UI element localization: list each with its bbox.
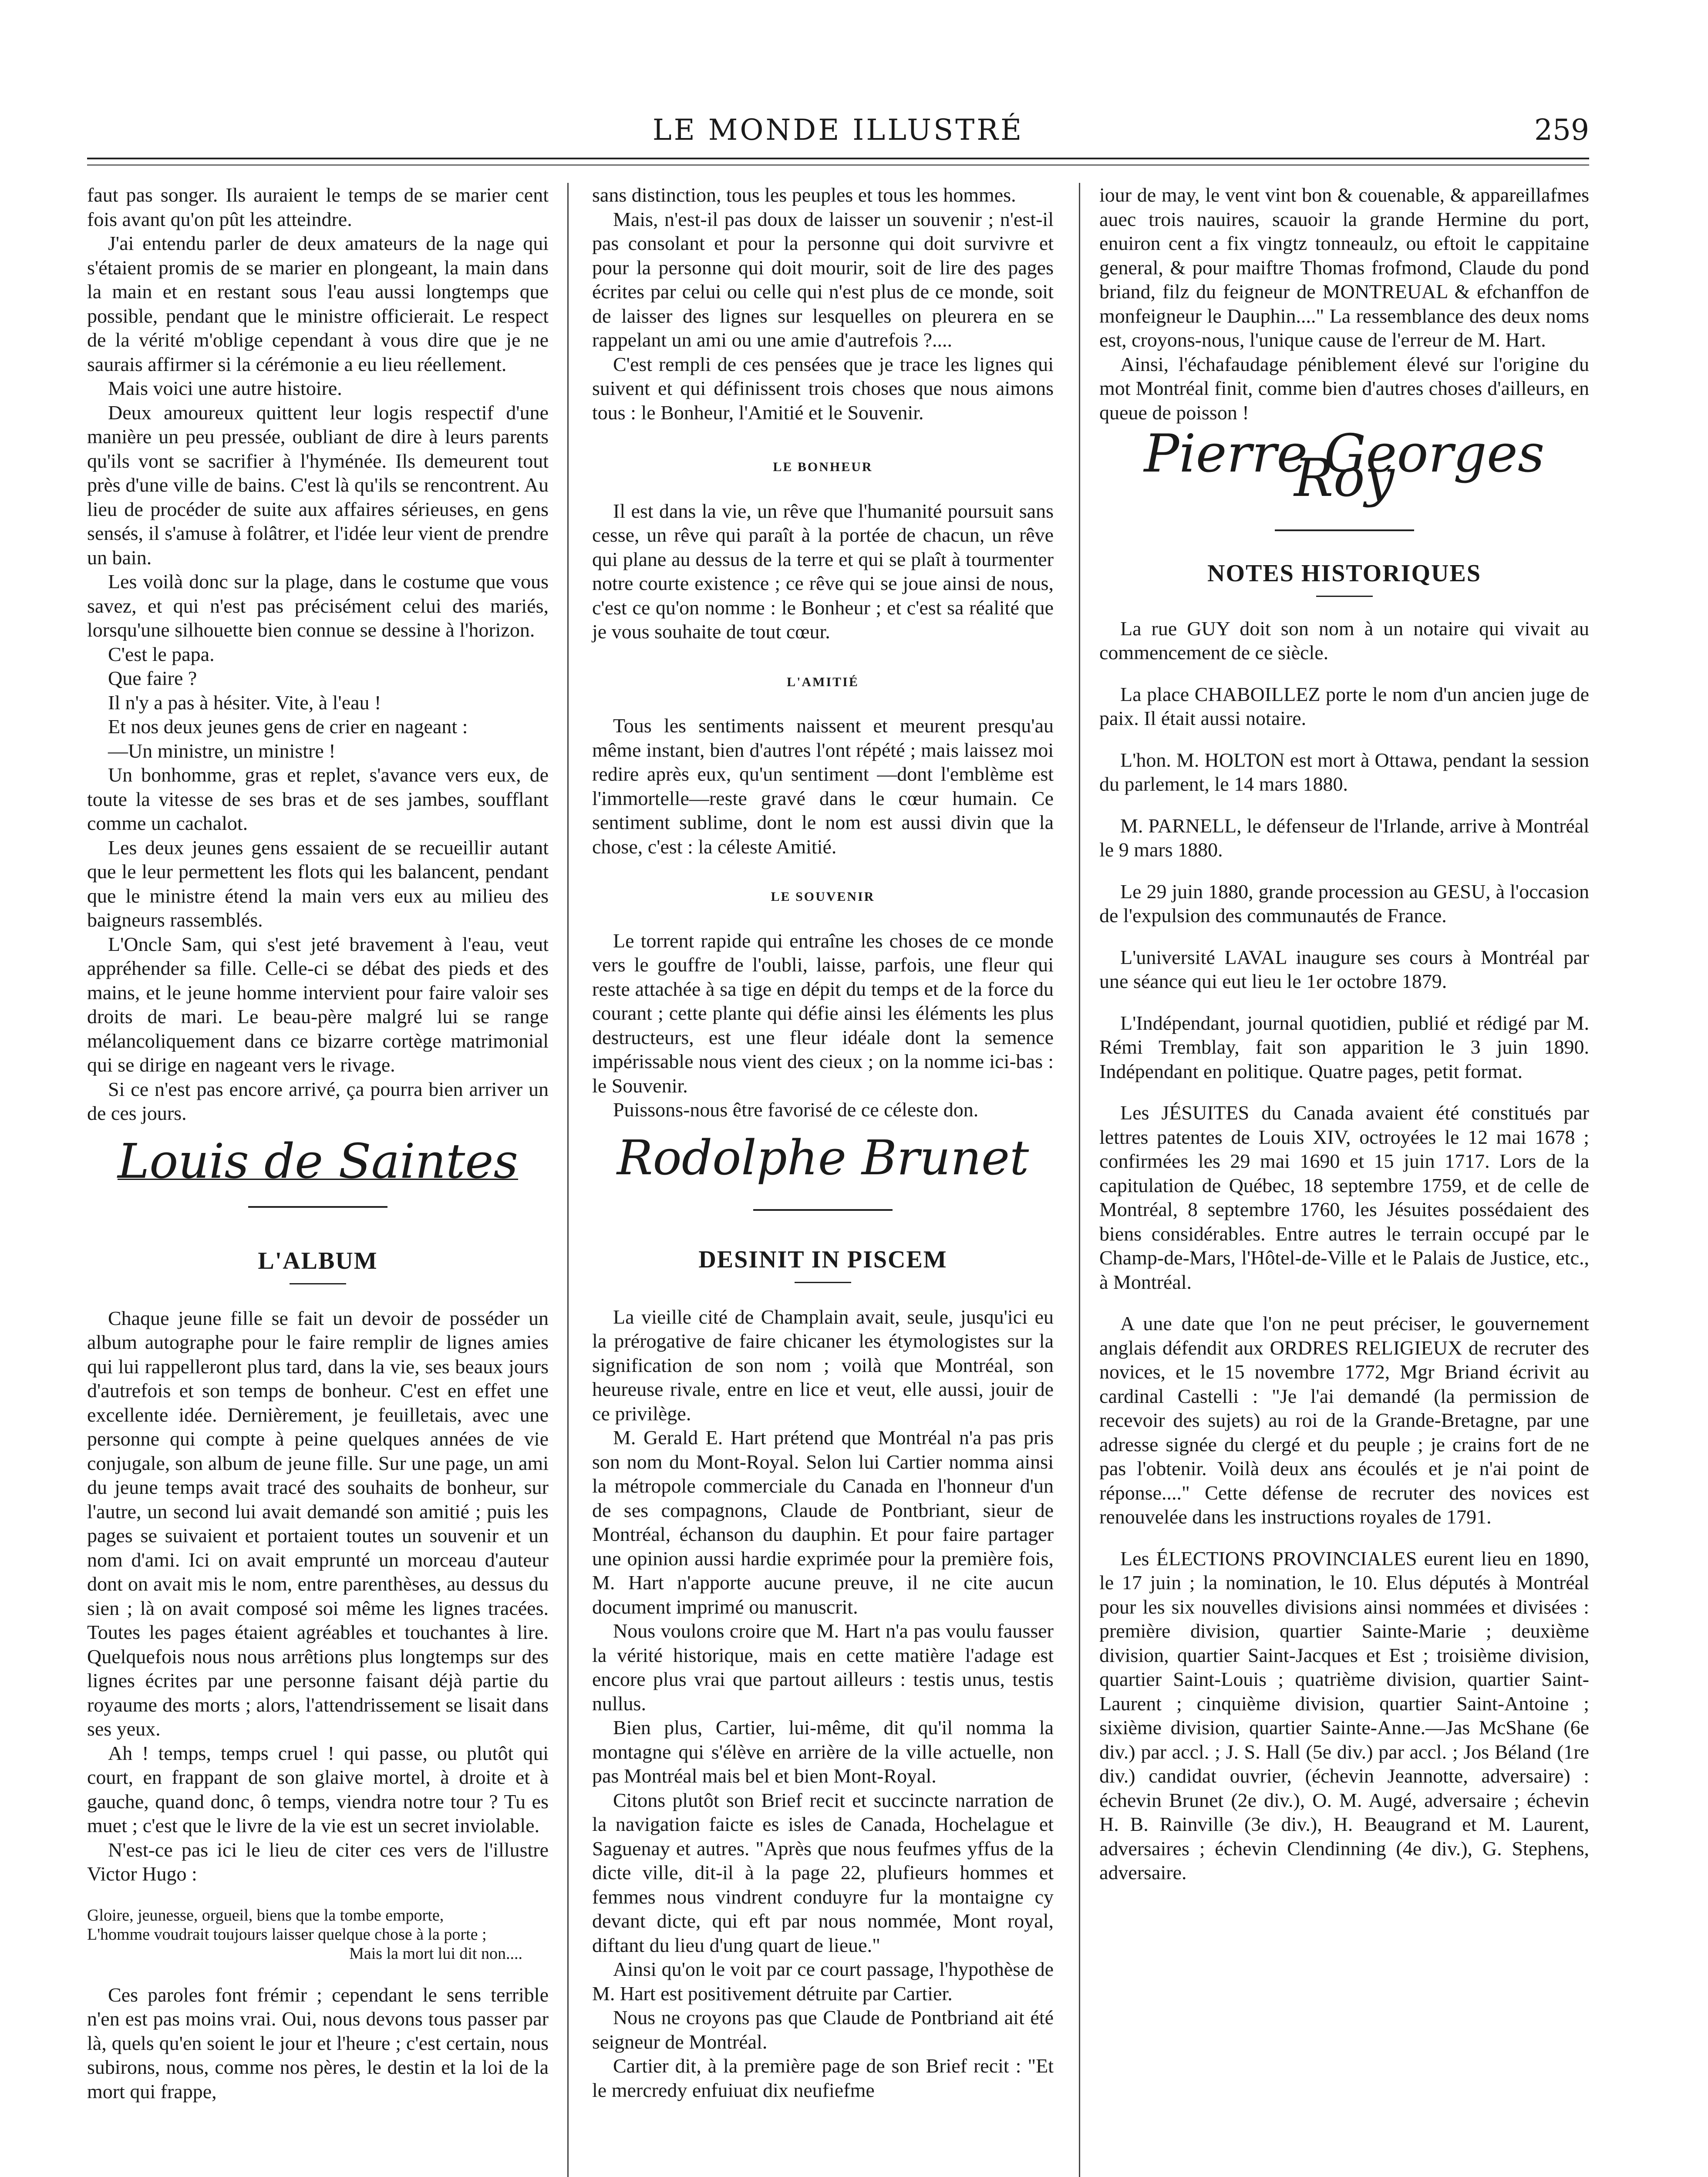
- column-divider-2: [1079, 183, 1080, 2177]
- note-paragraph: La rue GUY doit son nom à un notaire qui vivait au commencement de ce siècle.: [1099, 617, 1589, 664]
- note-paragraph: La place CHABOILLEZ porte le nom d'un ancien juge de paix. Il était aussi notaire.: [1099, 683, 1589, 729]
- notes-historiques-title: NOTES HISTORIQUES: [1207, 560, 1481, 587]
- paragraph: Bien plus, Cartier, lui-même, dit qu'il nomma la montagne qui s'élève en arrière de la ville actuelle, non pas Montréal mais bel et bien Mont-Royal.: [592, 1716, 1054, 1787]
- paragraph: C'est le papa.: [108, 643, 215, 665]
- paragraph: M. Gerald E. Hart prétend que Montréal n'a pas pris son nom du Mont-Royal. Selon lui Cartier nomma ainsi la métropole commerciale du Canada en l'honneur d'un de ses compagnons, Claude de Pontbriant, sieur de Montréal, échanson du dauphin. Et pour faire partager une opinion aussi hardie exprimée pour la première fois, M. Hart n'apporte aucune preuve, il ne cite aucun document imprimé ou manuscrit.: [592, 1426, 1054, 1618]
- column-2: [592, 183, 1054, 2102]
- note-paragraph: A une date que l'on ne peut préciser, le gouvernement anglais défendit aux ORDRES RELIGIEUX de recruter des novices, et le 15 novembre 1772, Mgr Briand écrivit au cardinal Castelli : "Je l'ai demandé (la permission de recevoir des sujets) au roi de la Grande-Bretagne, par une adresse signée du clergé et du peuple ; je crains fort de ne pas l'obtenir. Voilà deux ans écoulés et je n'ai point de réponse...." Cette défense de recruter des novices est renouvelée dans les instructions royales de 1791.: [1099, 1312, 1589, 1528]
- column-1: [87, 183, 549, 2103]
- column-divider-1: [567, 183, 569, 2177]
- paragraph: faut pas songer. Ils auraient le temps de se marier cent fois avant qu'on pût les atteindre.: [87, 184, 549, 230]
- paragraph: J'ai entendu parler de deux amateurs de la nage qui s'étaient promis de se marier en plongeant, la main dans la main et en restant sous l'eau aussi longtemps que possible, pendant que le ministre officierait. Le respect de la vérité m'oblige cependant à vous dire que je ne saurais affirmer si la cérémonie a eu lieu réellement.: [87, 232, 549, 375]
- paragraph: sans distinction, tous les peuples et tous les hommes.: [592, 184, 1016, 206]
- note-paragraph: L'hon. M. HOLTON est mort à Ottawa, pendant la session du parlement, le 14 mars 1880.: [1099, 748, 1589, 795]
- note-paragraph: Les ÉLECTIONS PROVINCIALES eurent lieu en 1890, le 17 juin ; la nomination, le 10. Elus députés à Montréal pour les six nouvelles divisions ainsi nommées et divisées : première division, quartier Sainte-Marie ; deuxième division, quartier Saint-Jacques et Est ; troisième division, quartier Saint-Louis ; quatrième division, quartier Saint-Laurent ; cinquième division, quartier Saint-Antoine ; sixième division, quartier Sainte-Anne.—Jas McShane (6e div.) par accl. ; J. S. Hall (5e div.) par accl. ; Jos Béland (1re div.) candidat ouvrier, (échevin Jeannotte, adversaire) : échevin Brunet (2e div.), O. M. Augé, adversaire ; échevin H. B. Rainville (3e div.), H. Beaugrand et M. Laurent, adversaires ; échevin Clendinning (4e div.), G. Stephens, adversaire.: [1099, 1547, 1589, 1884]
- paragraph: C'est rempli de ces pensées que je trace les lignes qui suivent et qui définissent trois choses que nous aimons tous : le Bonheur, l'Amitié et le Souvenir.: [592, 353, 1054, 424]
- header-rule-top: [87, 158, 1589, 159]
- paragraph: Le torrent rapide qui entraîne les choses de ce monde vers le gouffre de l'oubli, laisse, parfois, une fleur qui reste attachée à sa tige en dépit du temps et de la force du courant ; cette plante qui défie ainsi les éléments les plus destructeurs, est une fleur idéale dont la semence impérissable nous vient des cieux ; on la nomme ici-bas : le Souvenir.: [592, 929, 1054, 1097]
- verse-line: Mais la mort lui dit non....: [349, 1944, 522, 1963]
- paragraph: Mais, n'est-il pas doux de laisser un souvenir ; n'est-il pas consolant et pour la personne qui doit survivre et pour la personne qui doit mourir, soit de lire des pages écrites par celui ou celle qui n'est plus de ce monde, soit de laisser des lignes sur lesquelles on pleurera en se rappelant un ami ou une amie d'autrefois ?....: [592, 208, 1054, 351]
- paragraph: Si ce n'est pas encore arrivé, ça pourra bien arriver un de ces jours.: [87, 1078, 549, 1124]
- paragraph: Mais voici une autre histoire.: [108, 377, 342, 399]
- paragraph: L'Oncle Sam, qui s'est jeté bravement à l'eau, veut appréhender sa fille. Celle-ci se débat des pieds et des mains, et le jeune homme intervient pour faire valoir ses droits de mari. Le beau-père malgré lui se range mélancoliquement dans ce bizarre cortège matrimonial qui se dirige en nageant vers le rivage.: [87, 933, 549, 1076]
- note-paragraph: Le 29 juin 1880, grande procession au GESU, à l'occasion de l'expulsion des communautés de France.: [1099, 880, 1589, 927]
- paragraph: Cartier dit, à la première page de son Brief recit : "Et le mercredy enfuiuat dix neufiefme: [592, 2055, 1054, 2101]
- signature-pierre-georges-roy: Pierre Georges Roy: [1144, 424, 1545, 509]
- paragraph: Un bonhomme, gras et replet, s'avance vers eux, de toute la vitesse de ses bras et de ses jambes, soufflant comme un cachalot.: [87, 764, 549, 834]
- paragraph: N'est-ce pas ici le lieu de citer ces vers de l'illustre Victor Hugo :: [87, 1838, 549, 1885]
- masthead-title: LE MONDE ILLUSTRÉ: [652, 113, 1024, 147]
- paragraph: Que faire ?: [108, 667, 197, 689]
- desinit-title: DESINIT IN PISCEM: [698, 1246, 947, 1273]
- album-title: L'ALBUM: [258, 1247, 378, 1274]
- verse-line: L'homme voudrait toujours laisser quelque chose à la porte ;: [87, 1925, 487, 1944]
- note-paragraph: Les JÉSUITES du Canada avaient été constitués par lettres patentes de Louis XIV, octroyées le 12 mai 1678 ; confirmées les 29 mai 1690 et 15 juin 1717. Lors de la capitulation de Québec, 18 septembre 1759, et de celle de Montréal, 8 septembre 1760, les Jésuites possédaient des biens considérables. Entre autres le terrain occupé par le Champ-de-Mars, l'Hôtel-de-Ville et le Palais de Justice, etc., à Montréal.: [1099, 1102, 1589, 1293]
- paragraph: Citons plutôt son Brief recit et succincte narration de la navigation faicte es isles de Canada, Hochelague et Saguenay et autres. "Après que nous feufmes yffus de la dicte ville, dit-il à la page 22, plufieurs hommes et femmes nous vindrent conduyre fur la montaigne cy devant dicte, qui eft par nous nommée, Mont royal, diftant du lieu d'ung quart de lieue.": [592, 1789, 1054, 1956]
- page-number: 259: [1534, 113, 1589, 147]
- paragraph: Puissons-nous être favorisé de ce céleste don.: [613, 1099, 979, 1121]
- paragraph: Les deux jeunes gens essaient de se recueillir autant que le leur permettent les flots qui les balancent, pendant que le ministre étend la main vers eux au milieu des baigneurs rassemblés.: [87, 836, 549, 931]
- paragraph: Ces paroles font frémir ; cependant le sens terrible n'en est pas moins vrai. Oui, nous devons tous passer par là, quels qu'en soient le jour et l'heure ; c'est certain, nous subirons, nous, comme nos pères, le destin et la loi de la mort qui frappe,: [87, 1983, 549, 2103]
- paragraph: Ah ! temps, temps cruel ! qui passe, ou plutôt qui court, en frappant de son glaive mortel, à droite et à gauche, quand donc, ô temps, viendra notre tour ? Tu es muet ; c'est que le livre de la vie est un secret inviolable.: [87, 1742, 549, 1837]
- paragraph: Les voilà donc sur la plage, dans le costume que vous savez, et qui n'est pas précisément celui des mariés, lorsqu'une silhouette bien connue se dessine à l'horizon.: [87, 570, 549, 641]
- page-header: [87, 113, 1589, 152]
- paragraph: Ainsi qu'on le voit par ce court passage, l'hypothèse de M. Hart est positivement détruite par Cartier.: [592, 1958, 1054, 2005]
- subhead-amitie: L'AMITIÉ: [787, 674, 859, 689]
- paragraph: Ainsi, l'échafaudage péniblement élevé sur l'origine du mot Montréal finit, comme bien d'autres choses d'ailleurs, en queue de poisson !: [1099, 353, 1589, 424]
- subhead-bonheur: LE BONHEUR: [773, 460, 873, 474]
- note-paragraph: L'Indépendant, journal quotidien, publié et rédigé par M. Rémi Tremblay, fait son apparition le 3 juin 1890. Indépendant en politique. Quatre pages, petit format.: [1099, 1011, 1589, 1082]
- verse-quote: [87, 1906, 549, 1963]
- paragraph: —Un ministre, un ministre !: [108, 739, 336, 762]
- paragraph: Et nos deux jeunes gens de crier en nageant :: [108, 715, 468, 738]
- paragraph: Deux amoureux quittent leur logis respectif d'une manière un peu pressée, oubliant de dire à leurs parents qu'ils vont se sacrifier à l'hyménée. Ils demeurent tout près d'une ville de bains. C'est là qu'ils se rencontrent. Au lieu de procéder de suite aux affaires sérieuses, en gens sensés, il s'amuse à folâtrer, et l'idée leur vient de prendre un bain.: [87, 401, 549, 569]
- paragraph: Nous voulons croire que M. Hart n'a pas voulu fausser la vérité historique, mais en cette matière l'adage est encore plus vrai que partout ailleurs : testis unus, testis nullus.: [592, 1620, 1054, 1715]
- signature-louis-de-saintes: Louis de Saintes: [118, 1133, 518, 1189]
- paragraph: Tous les sentiments naissent et meurent presqu'au même instant, bien d'autres l'ont répété ; mais laissez moi redire après eux, qu'un sentiment —dont l'emblème est l'immortelle—reste gravé dans le cœur humain. Ce sentiment sublime, dont le nom est aussi divin que la chose, c'est : la céleste Amitié.: [592, 714, 1054, 858]
- verse-line: Gloire, jeunesse, orgueil, biens que la tombe emporte,: [87, 1906, 444, 1924]
- column-3: [1099, 183, 1589, 1885]
- paragraph: Il est dans la vie, un rêve que l'humanité poursuit sans cesse, un rêve qui paraît à la portée de chacun, un rêve qui plane au dessus de la terre et qui se plaît à tourmenter notre courte existence ; ce rêve qui se joue ainsi de nous, c'est ce qu'on nomme : le Bonheur ; et c'est sa réalité que je vous souhaite de tout cœur.: [592, 499, 1054, 643]
- paragraph: Nous ne croyons pas que Claude de Pontbriand ait été seigneur de Montréal.: [592, 2006, 1054, 2053]
- paragraph: Chaque jeune fille se fait un devoir de posséder un album autographe pour le faire remplir de lignes amies qui lui rappelleront plus tard, dans la vie, ses beaux jours d'autrefois et son temps de bonheur. C'est en effet une excellente idée. Dernièrement, je feuilletais, avec une personne qui compte à peine quelques années de vie conjugale, son album de jeune fille. Sur une page, un ami du jeune temps avait tracé des souhaits de bonheur, sur l'autre, un second lui avait demandé son amitié ; puis les pages se suivaient et portaient toutes un souvenir et un nom d'ami. Ici on avait emprunté un morceau d'auteur dont on avait mis le nom, entre parenthèses, au dessus du sien ; là on avait composé soi même les lignes tracées. Toutes les pages étaient agréables et touchantes à lire. Quelquefois nous nous arrêtions plus longtemps sur des lignes écrites par une personne faisant déjà partie du royaume des morts ; alors, l'attendrissement se lisait dans ses yeux.: [87, 1307, 549, 1740]
- paragraph: La vieille cité de Champlain avait, seule, jusqu'ici eu la prérogative de faire chicaner les étymologistes sur la signification de son nom ; voilà que Montréal, son heureuse rivale, entre en lice et veut, elle aussi, jouir de ce privilège.: [592, 1305, 1054, 1425]
- note-paragraph: M. PARNELL, le défenseur de l'Irlande, arrive à Montréal le 9 mars 1880.: [1099, 814, 1589, 861]
- paragraph: iour de may, le vent vint bon & couenable, & appareillafmes auec trois nauires, scauoir la grande Hermine du port, enuiron cent a fix vingtz tonneaulz, ou eftoit le cappitaine general, & pour maiftre Thomas frofmond, Claude du pond briand, filz du feigneur de MONTREUAL & efchanffon de monfeigneur le Dauphin...." La ressemblance des deux noms est, croyons-nous, l'unique cause de l'erreur de M. Hart.: [1099, 184, 1589, 351]
- note-paragraph: L'université LAVAL inaugure ses cours à Montréal par une séance qui eut lieu le 1er octobre 1879.: [1099, 946, 1589, 992]
- paragraph: Il n'y a pas à hésiter. Vite, à l'eau !: [108, 691, 381, 714]
- subhead-souvenir: LE SOUVENIR: [771, 890, 875, 904]
- signature-rodolphe-brunet: Rodolphe Brunet: [616, 1129, 1029, 1186]
